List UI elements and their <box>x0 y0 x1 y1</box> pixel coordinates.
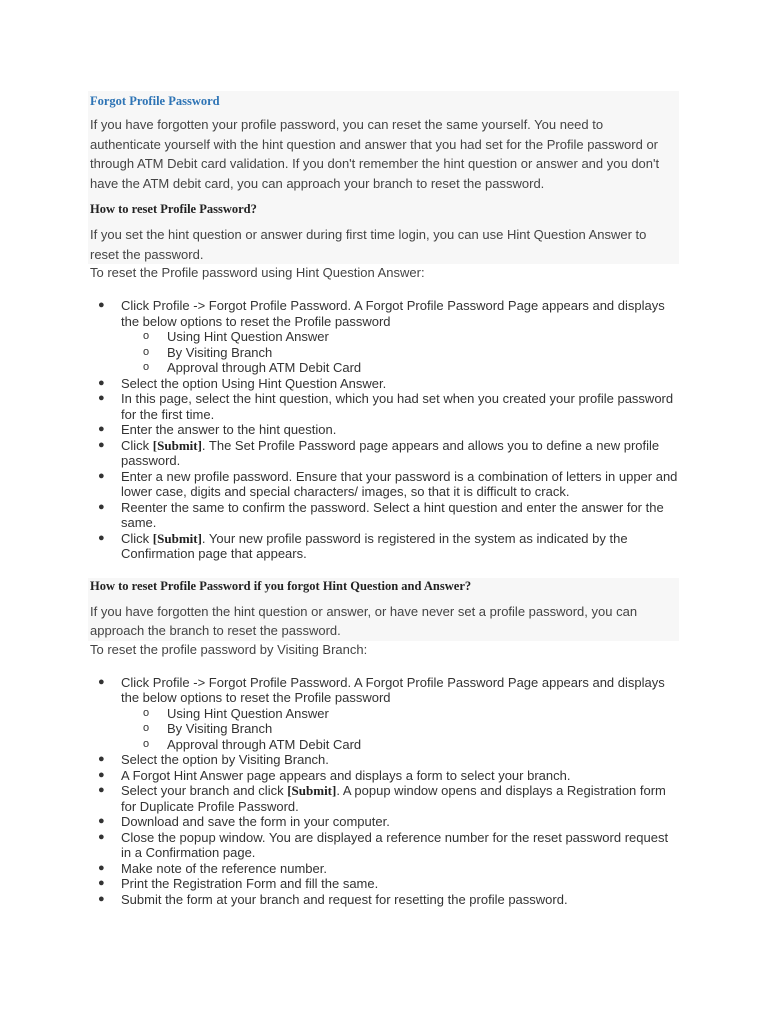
options-list <box>121 329 679 376</box>
list-item: ● Click Profile -> Forgot Profile Password. A Forgot Profile Password Page appears and displays the below options to reset the Profile password o Using Hint Question Answer o By Visiting Branch o Approval through ATM Debit Card <box>88 298 679 376</box>
bullet-icon: ● <box>98 531 105 544</box>
section2-lead: To reset the profile password by Visiting Branch: <box>90 641 368 657</box>
document-body <box>88 91 679 907</box>
section2-heading: How to reset Profile Password if you forgot Hint Question and Answer? <box>90 578 472 593</box>
list-item: o Using Hint Question Answer <box>143 705 329 721</box>
section1-lead: To reset the Profile password using Hint Question Answer: <box>90 265 425 280</box>
list-item: ● Click Profile -> Forgot Profile Password. A Forgot Profile Password Page appears and displays the below options to reset the Profile password o Using Hint Question Answer o By Visiting Branch o Approval through ATM Debit Card <box>88 675 679 753</box>
list-item: ● Download and save the form in your computer. <box>98 814 390 829</box>
intro-block <box>88 91 679 264</box>
list-item: o By Visiting Branch <box>143 344 273 360</box>
list-item: ● In this page, select the hint question, which you had set when you created your profile password for the first time. <box>98 391 674 422</box>
list-item: ● Select the option Using Hint Question Answer. <box>98 375 387 391</box>
bullet-icon: ● <box>98 469 105 482</box>
bullet-icon: ● <box>98 438 105 451</box>
circle-bullet-icon: o <box>143 361 150 373</box>
circle-bullet-icon: o <box>143 330 150 342</box>
list-item: ● Submit the form at your branch and request for resetting the profile password. <box>98 891 568 907</box>
list-item: ● Close the popup window. You are displayed a reference number for the reset password request in a Confirmation page. <box>98 829 669 860</box>
bullet-icon: ● <box>98 675 105 688</box>
bullet-icon: ● <box>98 500 105 513</box>
bullet-icon: ● <box>98 392 105 404</box>
circle-bullet-icon: o <box>143 706 150 719</box>
section2-steps <box>88 675 679 908</box>
bullet-icon: ● <box>98 861 105 874</box>
bullet-icon: ● <box>98 815 105 827</box>
list-item: o By Visiting Branch <box>143 721 273 736</box>
section1-steps <box>88 298 679 562</box>
circle-bullet-icon: o <box>143 345 150 358</box>
list-item: ● Make note of the reference number. <box>98 860 327 876</box>
list-item: o Approval through ATM Debit Card <box>143 736 362 752</box>
list-item: ● Click [Submit]. Your new profile password is registered in the system as indicated by the Confirmation page that appears. <box>98 530 628 561</box>
bullet-icon: ● <box>98 768 105 781</box>
circle-bullet-icon: o <box>143 737 150 750</box>
bullet-icon: ● <box>98 877 105 889</box>
submit-keyword: [Submit] <box>152 530 202 546</box>
options-list <box>121 706 679 753</box>
list-item: o Using Hint Question Answer <box>143 329 329 344</box>
intro-paragraph: If you have forgotten your profile password, you can reset the same yourself. You need to authenticate yourself with the hint question and answer that you had set for the Profile password or through ATM Debit card validation. If you don't remember the hint question or answer and you don't have the ATM debit card, you can approach your branch to reset the password. <box>90 117 660 191</box>
bullet-icon: ● <box>98 299 105 311</box>
list-item: ● Select the option by Visiting Branch. <box>98 752 329 767</box>
section1-heading: How to reset Profile Password? <box>90 202 257 216</box>
section1-paragraph: If you set the hint question or answer during first time login, you can use Hint Question Answer to reset the password. <box>90 227 647 262</box>
bullet-icon: ● <box>98 892 105 905</box>
bullet-icon: ● <box>98 376 105 389</box>
list-item: ● Print the Registration Form and fill the same. <box>98 876 379 891</box>
section2-paragraph: If you have forgotten the hint question or answer, or have never set a profile password, you can approach the branch to reset the password. <box>90 603 638 638</box>
list-item: ● Click [Submit]. The Set Profile Password page appears and allows you to define a new profile password. <box>98 437 660 468</box>
list-item: ● Enter a new profile password. Ensure that your password is a combination of letters in upper and lower case, digits and special characters/ images, so that it is difficult to crack. <box>98 468 678 499</box>
submit-keyword: [Submit] <box>287 783 337 798</box>
bullet-icon: ● <box>98 830 105 843</box>
circle-bullet-icon: o <box>143 722 150 734</box>
list-item: ● Reenter the same to confirm the password. Select a hint question and enter the answer for the same. <box>98 499 664 530</box>
bullet-icon: ● <box>98 423 105 435</box>
submit-keyword: [Submit] <box>152 437 202 453</box>
list-item: ● A Forgot Hint Answer page appears and displays a form to select your branch. <box>98 767 571 783</box>
bullet-icon: ● <box>98 784 105 796</box>
page-title: Forgot Profile Password <box>90 94 220 108</box>
list-item: o Approval through ATM Debit Card <box>143 360 362 375</box>
list-item: ● Enter the answer to the hint question. <box>98 422 337 437</box>
bullet-icon: ● <box>98 753 105 765</box>
section2-block <box>88 578 679 641</box>
list-item: ● Select your branch and click [Submit]. A popup window opens and displays a Registration form for Duplicate Profile Password. <box>98 783 666 814</box>
